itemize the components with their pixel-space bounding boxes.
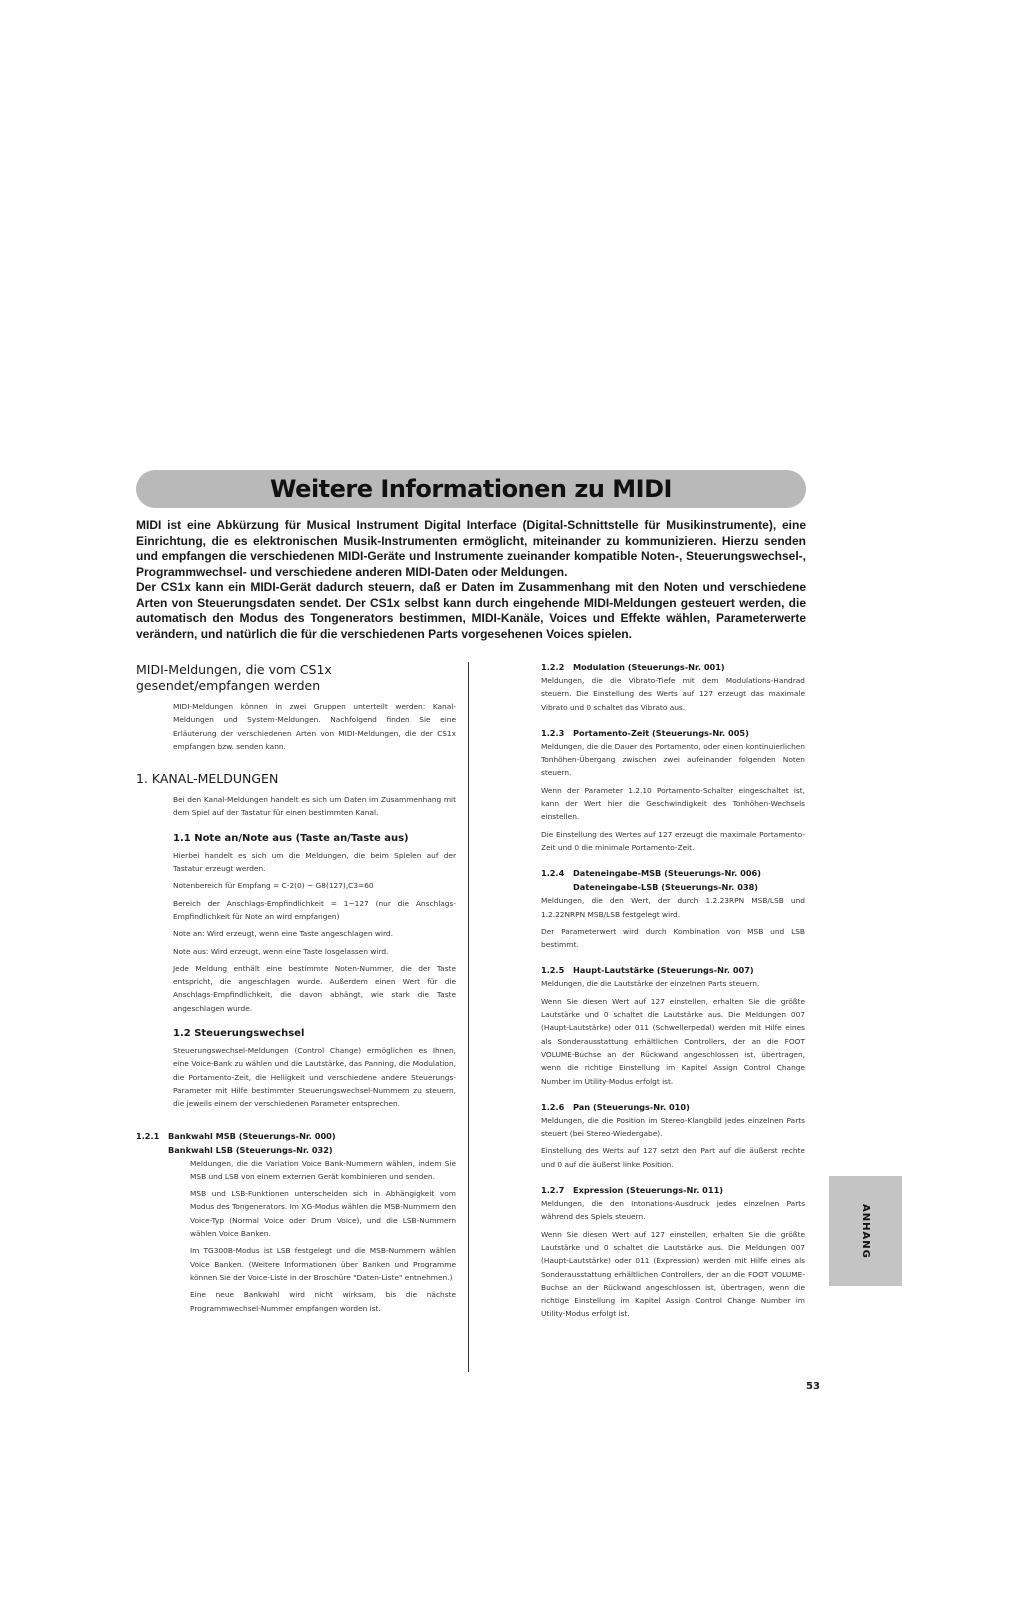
subsubsection-heading-1-2-5: 1.2.5 Haupt-Lautstärke (Steuerungs-Nr. 007) [541, 965, 754, 976]
paragraph: Bereich der Anschlags-Empfindlichkeit = 1~127 (nur die Anschlags-Empfindlichkeit für Note an wird empfangen) [173, 898, 456, 921]
paragraph: Meldungen, die die Dauer des Portamento, oder einen kontinuierlichen Tonhöhen-Übergang zwischen zwei aufeinander folgenden Noten steuern. [541, 741, 805, 778]
paragraph: Meldungen, die den Intonations-Ausdruck jedes einzelnen Parts während des Spiels steuern. [541, 1199, 805, 1222]
title-banner [136, 470, 806, 508]
paragraph: Meldungen, die die Vibrato-Tiefe mit dem Modulations-Handrad steuern. Die Einstellung des Werts auf 127 erzeugt das maximale Vibrato und 0 schaltet das Vibrato aus. [541, 676, 805, 712]
subsection-heading-1-1: 1.1 Note an/Note aus (Taste an/Taste aus) [173, 832, 409, 844]
section-heading-kanal: 1. KANAL-MELDUNGEN [136, 771, 279, 787]
section-tab-anhang [829, 1176, 902, 1286]
intro-block [136, 518, 806, 642]
column-divider [468, 662, 469, 1372]
subsubsection-heading-1-2-6: 1.2.6 Pan (Steuerungs-Nr. 010) [541, 1101, 690, 1112]
subsubsection-heading-1-2-7: 1.2.7 Expression (Steuerungs-Nr. 011) [541, 1185, 724, 1196]
paragraph: Steuerungswechsel-Meldungen (Control Change) ermöglichen es Ihnen, eine Voice-Bank zu wählen und die Lautstärke, das Panning, die Modulation, die Portamento-Zeit, die Helligkeit und verschiedene andere Steuerungs-Parameter mit Hilfe bestimmter Steuerungswechsel-Nummern zu steuern, die jeweils einem der verschiedenen Parameter entsprechen. [173, 1046, 456, 1109]
paragraph: Meldungen, die den Wert, der durch 1.2.23RPN MSB/LSB und 1.2.22NRPN MSB/LSB festgelegt wird. [541, 896, 805, 919]
left-column [136, 662, 456, 1319]
paragraph: Meldungen, die die Variation Voice Bank-Nummern wählen, indem Sie MSB und LSB von einem externen Gerät kombinieren und senden. [190, 1158, 456, 1181]
subsection-heading-1-2: 1.2 Steuerungswechsel [173, 1028, 305, 1040]
intro-paragraph-2: Der CS1x kann ein MIDI-Gerät dadurch steuern, daß er Daten im Zusammenhang mit den Noten und verschiedene Arten von Steuerungsdaten sendet. Der CS1x selbst kann durch eingehende MIDI-Meldungen gesteuert werden, die automatisch den Modus des Tongenerators bestimmen, MIDI-Kanäle, Voices und Effekte wählen, Parameterwerte verändern, und natürlich die für die verschiedenen Parts vorgesehenen Voices spielen. [136, 580, 806, 641]
paragraph: Wenn Sie diesen Wert auf 127 einstellen, erhalten Sie die größte Lautstärke und 0 schaltet die Lautstärke aus. Die Meldungen 007 (Haupt-Lautstärke) oder 011 (Expression) werden mit Hilfe eines als Sonderausstattung erhältlichen Controllers, der an die FOOT VOLUME-Buchse an der Rückwand angeschlossen ist, übertragen, wenn die richtige Einstellung im Kapitel Assign Control Change Number im Utility-Modus erfolgt ist. [541, 1229, 805, 1319]
page-title: Weitere Informationen zu MIDI [270, 475, 672, 503]
section-heading-midi-messages: MIDI-Meldungen, die vom CS1x gesendet/empfangen werden [136, 662, 332, 693]
subsubsection-heading-1-2-4: 1.2.4 Dateneingabe-MSB (Steuerungs-Nr. 006) Dateneingabe-LSB (Steuerungs-Nr. 038) [541, 868, 761, 893]
paragraph: Notenbereich für Empfang = C-2(0) ~ G8(127),C3=60 [173, 881, 374, 891]
paragraph: Hierbei handelt es sich um die Meldungen, die beim Spielen auf der Tastatur erzeugt werden. [173, 850, 456, 874]
paragraph: Eine neue Bankwahl wird nicht wirksam, bis die nächste Programmwechsel-Nummer empfangen worden ist. [190, 1290, 456, 1313]
intro-paragraph-1: MIDI ist eine Abkürzung für Musical Instrument Digital Interface (Digital-Schnittstelle für Musikinstrumente), eine Einrichtung, die es elektronischen Musik-Instrumenten ermöglicht, miteinander zu kommunizieren. Hierzu senden und empfangen die verschiedenen MIDI-Geräte und Instrumente zueinander kompatible Noten-, Steuerungswechsel-, Programmwechsel- und verschiedene anderen MIDI-Daten oder Meldungen. [136, 518, 806, 579]
paragraph: Einstellung des Werts auf 127 setzt den Part auf die äußerst rechte und 0 auf die äußerst linke Position. [541, 1146, 805, 1169]
paragraph: Der Parameterwert wird durch Kombination von MSB und LSB bestimmt. [541, 926, 805, 950]
right-column [541, 660, 805, 1325]
page-number: 53 [806, 1381, 820, 1392]
paragraph: Wenn der Parameter 1.2.10 Portamento-Schalter eingeschaltet ist, kann der Wert hier die Geschwindigkeit des Tonhöhen-Wechsels einstellen. [541, 785, 805, 822]
paragraph: Meldungen, die die Position im Stereo-Klangbild jedes einzelnen Parts steuert (bei Stereo-Wiedergabe). [541, 1115, 805, 1139]
paragraph: MSB und LSB-Funktionen unterscheiden sich in Abhängigkeit vom Modus des Tongenerators. Im XG-Modus wählen die MSB-Nummern den Voice-Typ (Normal Voice oder Drum Voice), und die LSB-Nummern wählen Voice Banken. [190, 1189, 456, 1239]
paragraph: Wenn Sie diesen Wert auf 127 einstellen, erhalten Sie die größte Lautstärke und 0 schaltet die Lautstärke aus. Die Meldungen 007 (Haupt-Lautstärke) oder 011 (Schwellerpedal) werden mit Hilfe eines als Sonderausstattung erhältlichen Controllers, der an die FOOT VOLUME-Buchse an der Rückwand angeschlossen ist, übertragen, wenn die richtige Einstellung im Kapitel Assign Control Change Number im Utility-Modus erfolgt ist. [541, 996, 805, 1086]
paragraph: Meldungen, die die Lautstärke der einzelnen Parts steuern. [541, 979, 760, 989]
kanal-text: Bei den Kanal-Meldungen handelt es sich um Daten im Zusammenhang mit dem Spiel auf der Tastatur für einen bestimmten Kanal. [173, 795, 456, 818]
subsubsection-heading-1-2-2: 1.2.2 Modulation (Steuerungs-Nr. 001) [541, 662, 725, 672]
subsubsection-heading-1-2-3: 1.2.3 Portamento-Zeit (Steuerungs-Nr. 005) [541, 727, 749, 738]
paragraph: Die Einstellung des Wertes auf 127 erzeugt die maximale Portamento-Zeit und 0 die minimale Portamento-Zeit. [541, 829, 805, 852]
paragraph: Jede Meldung enthält eine bestimmte Noten-Nummer, die der Taste entspricht, die angeschlagen wurde. Außerdem einen Wert für die Anschlags-Empfindlichkeit, die davon abhängt, wie stark die Taste angeschlagen wurde. [173, 963, 456, 1013]
section-tab-label: ANHANG [860, 1203, 871, 1259]
paragraph: Note an: Wird erzeugt, wenn eine Taste angeschlagen wird. [173, 929, 393, 939]
section-intro-text: MIDI-Meldungen können in zwei Gruppen unterteilt werden: Kanal-Meldungen und System-Meldungen. Nachfolgend finden Sie eine Erläuterung der verschiedenen Arten von MIDI-Meldungen, die der CS1x empfangen bzw. senden kann. [173, 702, 456, 751]
subsubsection-heading-1-2-1: 1.2.1 Bankwahl MSB (Steuerungs-Nr. 000) Bankwahl LSB (Steuerungs-Nr. 032) [136, 1130, 336, 1155]
paragraph: Im TG300B-Modus ist LSB festgelegt und die MSB-Nummern wählen Voice Banken. (Weitere Informationen über Banken und Programme können Sie der Voice-Liste in der Broschüre "Daten-Liste" entnehmen.) [190, 1246, 456, 1282]
paragraph: Note aus: Wird erzeugt, wenn eine Taste losgelassen wird. [173, 946, 389, 956]
